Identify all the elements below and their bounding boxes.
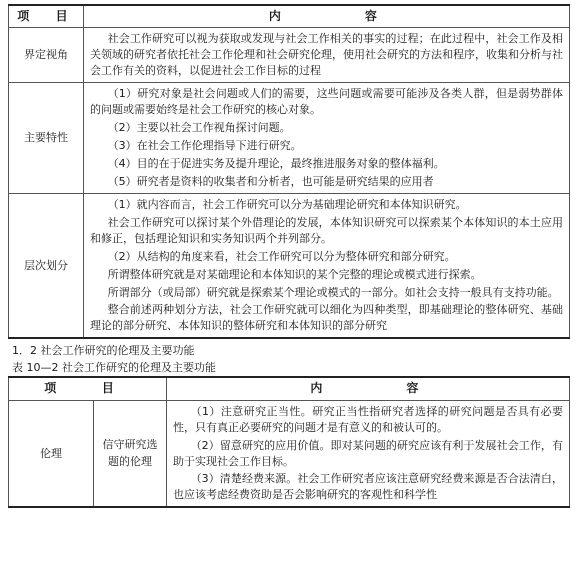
table-caption: 表 10—2 社会工作研究的伦理及主要功能: [12, 361, 216, 375]
content-paragraph: （1）注意研究正当性。研究正当性指研究者选择的研究问题是否具有必要性，只有真正必要研究的问题才是有意义的和被认可的。: [173, 404, 563, 434]
table-row: [9, 83, 570, 194]
header-content: 内 容: [84, 5, 570, 28]
row-content: [167, 400, 570, 507]
row-content: [84, 193, 570, 338]
content-paragraph: （5）研究者是资料的收集者和分析者，也可能是研究结果的应用者: [107, 174, 434, 188]
row-label: 主要特性: [9, 83, 84, 194]
row-content: [84, 28, 570, 83]
characteristics-table: [8, 4, 570, 339]
row-label: 层次划分: [9, 193, 84, 338]
header-content: 内 容: [167, 377, 570, 400]
content-paragraph: （2）主要以社会工作视角探讨问题。: [107, 121, 291, 135]
row-content: [84, 83, 570, 194]
document-page: [8, 4, 570, 508]
table-row: [9, 193, 570, 338]
content-paragraph: （1）就内容而言，社会工作研究可以分为基础理论研究和本体知识研究。: [107, 197, 467, 211]
header-item: 项 目: [9, 377, 167, 400]
content-paragraph: （3）在社会工作伦理指导下进行研究。: [107, 139, 302, 153]
row-label: 界定视角: [9, 28, 84, 83]
table-header-row: [9, 377, 570, 400]
content-paragraph: 社会工作研究可以视为获取或发现与社会工作相关的事实的过程；在此过程中，社会工作及相关领域的研究者依托社会工作伦理和社会研究伦理，使用社会研究的方法和程序，收集和分析与社会工作有关的资料，以促进社会工作目标的过程: [90, 32, 563, 78]
table-header-row: [9, 5, 570, 28]
content-paragraph: 所谓整体研究就是对某础理论和本体知识的某个完整的理论或模式进行探索。: [107, 267, 482, 281]
row-label: 伦理: [9, 400, 94, 507]
content-paragraph: 所谓部分（或局部）研究就是探索某个理论或模式的一部分。如社会支持一般具有支持功能。: [107, 285, 559, 299]
content-paragraph: 社会工作研究可以探讨某个外借理论的发展，本体知识研究可以探索某个本体知识的本土应用和修正，包括理论知识和实务知识两个并列部分。: [90, 215, 563, 245]
content-paragraph: （2）留意研究的应用价值。即对某问题的研究应该有利于发展社会工作，有助于实现社会工作目标。: [173, 438, 563, 468]
content-paragraph: 整合前述两种划分方法，社会工作研究就可以细化为四种类型，即基础理论的整体研究、基础理论的部分研究、本体知识的整体研究和本体知识的部分研究: [90, 303, 563, 333]
ethics-table: [8, 376, 570, 508]
content-paragraph: （2）从结构的角度来看，社会工作研究可以分为整体研究和部分研究。: [107, 249, 456, 263]
content-paragraph: （3）清楚经费来源。社会工作研究者应该注意研究经费来源是否合法清白，也应该考虑经费资助是否会影响研究的客观性和科学性: [173, 472, 563, 502]
section-heading: 1．2 社会工作研究的伦理及主要功能: [12, 344, 195, 358]
header-item: 项 目: [9, 5, 84, 28]
table-row: [9, 28, 570, 83]
table-row: [9, 400, 570, 507]
content-paragraph: （4）目的在于促进实务及提升理论，最终推进服务对象的整体福利。: [107, 156, 445, 170]
row-sublabel: 信守研究选题的伦理: [94, 400, 167, 507]
content-paragraph: （1）研究对象是社会问题或人们的需要，这些问题或需要可能涉及各类人群，但是弱势群体的问题或需要始终是社会工作研究的核心对象。: [90, 87, 563, 117]
